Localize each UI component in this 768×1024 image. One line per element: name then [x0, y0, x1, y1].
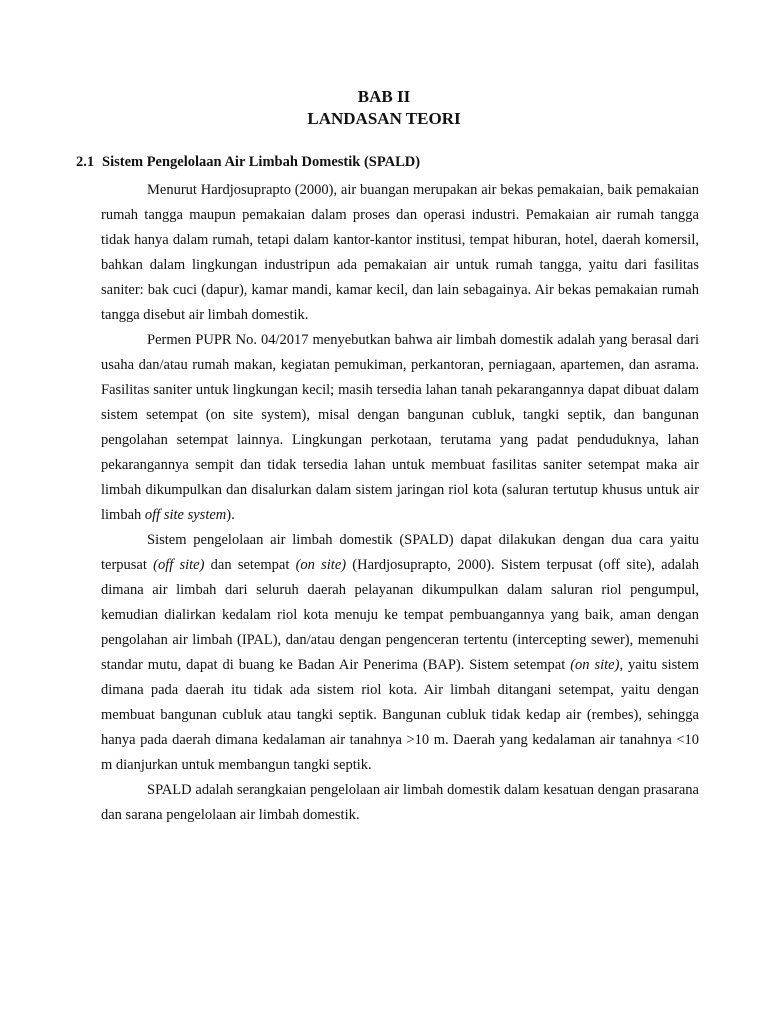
text-run: , yaitu sistem dimana pada daerah itu tidak ada sistem riol kota. Air limbah ditangani setempat, yaitu dengan membuat bangunan cubluk atau tangki septik. Bangunan cubluk tidak kedap air (rembes), sehingga hanya pada daerah dimana kedalaman air tanahnya >10 m. Daerah yang kedalaman air tanahnya <10 m dianjurkan untuk membangun tangki septik. [101, 657, 699, 773]
italic-term: (on site) [570, 657, 620, 673]
section-number: 2.1 [76, 154, 95, 170]
text-run: ). [226, 507, 235, 523]
section-heading [76, 152, 420, 172]
text-run: (Hardjosuprapto, 2000). Sistem terpusat (off site), adalah dimana air limbah dari seluruh daerah pelayanan dikumpulkan dalam saluran riol pengumpul, kemudian dialirkan kedalam riol kota menuju ke tempat pembuangannya yang baik, aman dengan pengolahan air limbah (IPAL), dan/atau dengan pengenceran tertentu (intercepting sewer), memenuhi standar mutu, dapat di buang ke Badan Air Penerima (BAP). Sistem setempat [101, 557, 699, 673]
text-run: SPALD adalah serangkaian pengelolaan air limbah domestik dalam kesatuan dengan prasarana dan sarana pengelolaan air limbah domestik. [101, 782, 699, 823]
text-run: Permen PUPR No. 04/2017 menyebutkan bahwa air limbah domestik adalah yang berasal dari usaha dan/atau rumah makan, kegiatan pemukiman, perkantoran, perniagaan, apartemen, dan asrama. Fasilitas saniter untuk lingkungan kecil; masih tersedia lahan tanah pekarangannya dapat dibuat dalam sistem setempat (on site system), misal dengan bangunan cubluk, tangki septik, dan bangunan pengolahan setempat lainnya. Lingkungan perkotaan, terutama yang padat penduduknya, lahan pekarangannya sempit dan tidak tersedia lahan untuk membuat fasilitas saniter setempat maka air limbah dikumpulkan dan disalurkan dalam sistem jaringan riol kota (saluran tertutup khusus untuk air limbah [101, 332, 699, 523]
paragraph [101, 178, 699, 328]
section-title: Sistem Pengelolaan Air Limbah Domestik (SPALD) [102, 154, 421, 170]
paragraph [101, 778, 699, 828]
body-text [101, 178, 699, 828]
italic-term: (off site) [153, 557, 205, 573]
text-run: Menurut Hardjosuprapto (2000), air buangan merupakan air bekas pemakaian, baik pemakaian rumah tangga maupun pemakaian dalam proses dan operasi industri. Pemakaian air rumah tangga tidak hanya dalam rumah, tetapi dalam kantor-kantor institusi, tempat hiburan, hotel, daerah komersil, bahkan dalam lingkungan industripun ada pemakaian air untuk rumah tangga, yaitu dari fasilitas saniter: bak cuci (dapur), kamar mandi, kamar kecil, dan lain sebagainya. Air bekas pemakaian rumah tangga disebut air limbah domestik. [101, 182, 699, 323]
chapter-number: BAB II [357, 87, 411, 106]
italic-term: (on site) [295, 557, 347, 573]
paragraph [101, 328, 699, 528]
paragraph [101, 528, 699, 778]
chapter-title: LANDASAN TEORI [307, 109, 461, 128]
text-run: Sistem pengelolaan air limbah domestik (SPALD) dapat dilakukan dengan dua cara yaitu terpusat [101, 532, 699, 573]
text-run: dan setempat [204, 557, 296, 573]
italic-term: off site system [144, 507, 227, 523]
